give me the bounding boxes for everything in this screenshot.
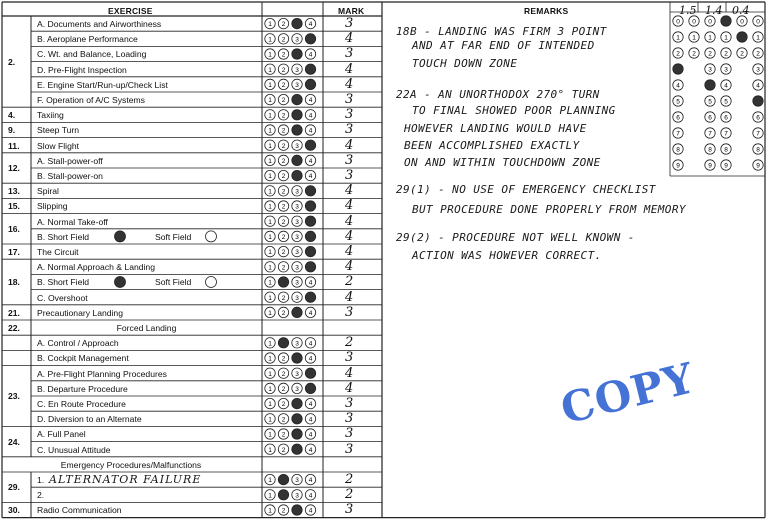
- exercise-number: 13.: [8, 186, 20, 197]
- rating-bubble-3[interactable]: [292, 18, 302, 28]
- exercise-number: 22.: [8, 323, 20, 333]
- bubble-digit: 1: [268, 158, 272, 165]
- bubble-digit: 6: [724, 114, 728, 122]
- bubble-digit: 3: [295, 279, 299, 287]
- short-field-option[interactable]: [115, 277, 126, 288]
- bubble-digit: 3: [724, 66, 728, 74]
- bubble-digit: 4: [308, 446, 313, 454]
- rating-bubble-3[interactable]: [292, 505, 302, 515]
- bubble-digit: 8: [724, 146, 728, 154]
- bubble-digit: 2: [281, 294, 286, 302]
- bubble-digit: 4: [308, 340, 313, 348]
- bubble-digit: 2: [281, 21, 286, 29]
- mark-value: 3: [345, 152, 354, 168]
- bubble-digit: 1: [268, 203, 272, 211]
- rating-bubble-3[interactable]: [292, 49, 302, 59]
- bubble-digit: 1: [268, 416, 272, 424]
- mark-value: 3: [345, 107, 354, 123]
- bubble-digit: 1: [268, 82, 272, 89]
- copy-stamp: COPY: [556, 353, 700, 434]
- rating-bubble-4[interactable]: [305, 292, 315, 302]
- bubble-digit: 4: [308, 355, 313, 363]
- bubble-digit: 1: [268, 112, 272, 120]
- rating-bubble-3[interactable]: [292, 398, 302, 408]
- bubble-digit: 4: [308, 97, 313, 105]
- bubble-digit: 4: [308, 310, 313, 317]
- section-heading: Emergency Procedures/Malfunctions: [60, 459, 202, 470]
- bubble-digit: 1: [268, 386, 272, 393]
- bubble-digit: 1: [268, 477, 272, 485]
- handwritten-exercise: ALTERNATOR FAILURE: [49, 473, 202, 486]
- exercise-label: Taxiing: [37, 110, 64, 121]
- mark-value: 4: [345, 76, 354, 92]
- exercise-label: B. Stall-power-on: [37, 171, 103, 181]
- remark-line: BEEN ACCOMPLISHED EXACTLY: [404, 139, 580, 152]
- bubble-digit: 2: [724, 50, 728, 58]
- remark-line: AND AT FAR END OF INTENDED: [412, 39, 595, 52]
- bubble-digit: 3: [295, 82, 299, 89]
- rating-bubble-4[interactable]: [305, 383, 315, 393]
- exercise-number: 21.: [8, 307, 20, 318]
- bubble-digit: 4: [676, 82, 680, 90]
- bubble-digit: 3: [295, 386, 299, 393]
- bubble-digit: 1: [268, 51, 272, 59]
- bubble-digit: 3: [295, 477, 299, 485]
- rating-bubble-3[interactable]: [292, 414, 302, 424]
- mark-value: 3: [345, 411, 354, 427]
- bubble-digit: 4: [308, 158, 313, 165]
- mark-value: 4: [345, 31, 354, 47]
- bubble-digit: 2: [281, 97, 286, 105]
- mark-value: 3: [345, 122, 354, 138]
- mark-value: 4: [345, 380, 354, 396]
- bubble-digit: 6: [756, 114, 760, 122]
- bubble-digit: 2: [281, 310, 286, 317]
- bubble-digit: 1: [268, 97, 272, 105]
- bubble-digit: 1: [268, 234, 272, 241]
- soft-field-option[interactable]: [206, 277, 217, 288]
- exercise-label: A. Pre-Flight Planning Procedures: [37, 368, 167, 379]
- exercise-number: 11.: [8, 140, 20, 151]
- exercise-label: 1.: [37, 475, 45, 485]
- bubble-digit: 1: [268, 127, 272, 135]
- bubble-digit: 6: [676, 114, 680, 122]
- rating-bubble-3[interactable]: [292, 94, 302, 104]
- rating-bubble-4[interactable]: [305, 262, 315, 272]
- section-heading: Forced Landing: [116, 323, 177, 333]
- rating-bubble-4[interactable]: [305, 216, 315, 226]
- rating-bubble-4[interactable]: [305, 368, 315, 378]
- bubble-digit: 3: [295, 142, 299, 150]
- rating-bubble-4[interactable]: [305, 34, 315, 44]
- bubble-digit: 3: [295, 203, 299, 211]
- rating-bubble-4[interactable]: [305, 231, 315, 241]
- exercise-label: Slow Flight: [37, 140, 80, 151]
- mark-value: 2: [345, 472, 354, 487]
- exercise-number: 18.: [8, 277, 20, 287]
- exercise-label: B. Cockpit Management: [37, 353, 129, 364]
- bubble-digit: 2: [676, 50, 680, 58]
- mark-value: 4: [345, 213, 354, 229]
- bubble-digit: 2: [281, 203, 286, 211]
- remark-line: ACTION WAS HOWEVER CORRECT.: [412, 249, 602, 262]
- bubble-digit: 3: [295, 370, 299, 378]
- rating-bubble-2[interactable]: [278, 277, 288, 287]
- remark-line: 22A - AN UNORTHODOX 270° TURN: [396, 88, 600, 101]
- exercise-label: E. Engine Start/Run-up/Check List: [37, 79, 168, 90]
- score-bubble-5[interactable]: [753, 96, 763, 106]
- exercise-number: 15.: [8, 201, 20, 212]
- mark-value: 3: [345, 304, 354, 320]
- soft-field-option[interactable]: [206, 231, 217, 242]
- rating-bubble-3[interactable]: [292, 125, 302, 135]
- score-bubble-0[interactable]: [721, 16, 731, 26]
- exercise-label: A. Normal Approach & Landing: [37, 262, 155, 273]
- exercise-number: 16.: [8, 223, 20, 234]
- mark-value: 4: [345, 228, 354, 244]
- exercise-number: 23.: [8, 391, 20, 401]
- bubble-digit: 1: [268, 218, 272, 226]
- bubble-digit: 2: [281, 446, 286, 454]
- bubble-digit: 1: [268, 36, 272, 44]
- bubble-digit: 1: [268, 492, 272, 500]
- score-value-2: 1.4: [705, 4, 723, 17]
- exercise-label: C. En Route Procedure: [37, 399, 126, 409]
- bubble-digit: 4: [308, 401, 313, 409]
- score-value-1: 1.5: [679, 4, 697, 17]
- bubble-digit: 2: [281, 142, 286, 150]
- exercise-label: C. Wt. and Balance, Loading: [37, 49, 147, 60]
- bubble-digit: 3: [295, 294, 299, 302]
- bubble-digit: 1: [268, 446, 272, 454]
- mark-value: 3: [345, 350, 354, 366]
- bubble-digit: 9: [756, 162, 760, 170]
- rating-bubble-4[interactable]: [305, 201, 315, 211]
- exercise-number: 9.: [8, 125, 16, 136]
- exercise-label: B. Short Field: [37, 277, 90, 288]
- bubble-digit: 4: [308, 431, 313, 439]
- bubble-digit: 2: [281, 249, 286, 257]
- remark-line: BUT PROCEDURE DONE PROPERLY FROM MEMORY: [412, 203, 686, 216]
- bubble-digit: 3: [295, 234, 299, 241]
- bubble-digit: 4: [308, 112, 313, 120]
- rating-bubble-3[interactable]: [292, 353, 302, 363]
- bubble-digit: 2: [281, 264, 286, 272]
- bubble-digit: 7: [676, 130, 680, 138]
- score-bubble-1[interactable]: [737, 32, 747, 42]
- bubble-digit: 3: [295, 340, 299, 348]
- bubble-digit: 2: [281, 386, 286, 393]
- bubble-digit: 1: [268, 264, 272, 272]
- exercise-label: A. Documents and Airworthiness: [37, 19, 162, 29]
- mark-value: 4: [345, 289, 354, 305]
- bubble-digit: 1: [268, 188, 272, 196]
- mark-value: 3: [345, 502, 354, 518]
- mark-value: 4: [345, 61, 354, 77]
- mark-value: 3: [345, 92, 354, 107]
- bubble-digit: 2: [281, 370, 286, 378]
- score-bubble-4[interactable]: [705, 80, 715, 90]
- bubble-digit: 3: [295, 36, 299, 44]
- exercise-number: 24.: [8, 436, 20, 447]
- bubble-digit: 1: [268, 507, 272, 515]
- bubble-digit: 1: [268, 310, 272, 317]
- bubble-digit: 0: [756, 18, 760, 26]
- mark-value: 2: [345, 487, 354, 503]
- rating-bubble-4[interactable]: [305, 79, 315, 89]
- bubble-digit: 1: [268, 294, 272, 302]
- bubble-digit: 4: [756, 82, 760, 90]
- bubble-digit: 1: [268, 66, 272, 74]
- exercise-label: B. Short Field: [37, 231, 90, 242]
- bubble-digit: 7: [724, 130, 728, 138]
- remarks-header: REMARKS: [524, 6, 569, 16]
- bubble-digit: 4: [308, 51, 313, 59]
- bubble-digit: 0: [676, 18, 680, 26]
- mark-value: 4: [345, 259, 354, 275]
- soft-field-label: Soft Field: [155, 231, 192, 242]
- score-bubble-3[interactable]: [673, 64, 683, 74]
- bubble-digit: 1: [692, 34, 696, 42]
- rating-bubble-3[interactable]: [292, 307, 302, 317]
- bubble-digit: 1: [268, 370, 272, 378]
- rating-bubble-3[interactable]: [292, 110, 302, 120]
- bubble-digit: 1: [724, 34, 728, 42]
- bubble-digit: 2: [281, 82, 286, 89]
- exercise-number: 30.: [8, 505, 20, 516]
- bubble-digit: 3: [295, 264, 299, 272]
- exercise-number: 12.: [8, 163, 20, 173]
- mark-value: 2: [345, 274, 354, 290]
- bubble-digit: 2: [281, 66, 286, 74]
- remark-line: HOWEVER LANDING WOULD HAVE: [404, 122, 587, 135]
- bubble-digit: 2: [281, 401, 286, 409]
- bubble-digit: 2: [756, 50, 760, 58]
- bubble-digit: 2: [281, 127, 286, 135]
- mark-value: 4: [345, 137, 354, 153]
- bubble-digit: 2: [281, 431, 286, 439]
- mark-value: 3: [345, 168, 354, 183]
- bubble-digit: 2: [692, 50, 696, 58]
- bubble-digit: 4: [308, 477, 313, 485]
- exercise-label: A. Stall-power-off: [37, 155, 103, 166]
- bubble-digit: 4: [724, 82, 728, 90]
- mark-value: 3: [345, 426, 354, 442]
- bubble-digit: 2: [281, 36, 286, 44]
- bubble-digit: 5: [724, 98, 728, 106]
- bubble-digit: 2: [281, 173, 286, 181]
- exercise-label: C. Overshoot: [37, 292, 88, 303]
- bubble-digit: 3: [295, 218, 299, 226]
- mark-value: 3: [345, 46, 354, 62]
- bubble-digit: 4: [308, 492, 313, 500]
- rating-bubble-3[interactable]: [292, 429, 302, 439]
- rating-bubble-3[interactable]: [292, 170, 302, 180]
- exercise-label: Steep Turn: [37, 125, 80, 136]
- bubble-digit: 2: [281, 355, 286, 363]
- remark-line: 29(1) - NO USE OF EMERGENCY CHECKLIST: [396, 183, 656, 196]
- bubble-digit: 4: [308, 279, 313, 287]
- bubble-digit: 2: [281, 188, 286, 196]
- mark-header: MARK: [338, 6, 365, 16]
- bubble-digit: 2: [708, 50, 712, 58]
- bubble-digit: 1: [756, 34, 760, 42]
- bubble-digit: 3: [756, 66, 760, 74]
- bubble-digit: 1: [268, 173, 272, 181]
- rating-bubble-2[interactable]: [278, 490, 288, 500]
- bubble-digit: 1: [268, 142, 272, 150]
- mark-value: 3: [345, 441, 354, 457]
- bubble-digit: 1: [268, 249, 272, 257]
- bubble-digit: 4: [308, 127, 313, 135]
- exercise-label: A. Control / Approach: [37, 338, 119, 349]
- soft-field-label: Soft Field: [155, 277, 192, 288]
- bubble-digit: 8: [676, 146, 680, 154]
- rating-bubble-2[interactable]: [278, 474, 288, 484]
- score-value-3: 0.4: [732, 4, 750, 17]
- bubble-digit: 7: [708, 130, 712, 138]
- bubble-digit: 6: [708, 114, 712, 122]
- bubble-digit: 3: [295, 188, 299, 196]
- exercise-header: EXERCISE: [108, 6, 153, 16]
- bubble-digit: 4: [308, 507, 313, 515]
- bubble-digit: 2: [281, 112, 286, 120]
- bubble-digit: 3: [295, 66, 299, 74]
- exercise-label: Spiral: [37, 186, 59, 197]
- bubble-digit: 2: [281, 234, 286, 241]
- exercise-label: D. Pre-Flight Inspection: [37, 64, 127, 75]
- bubble-digit: 1: [268, 279, 272, 287]
- exercise-label: Radio Communication: [37, 505, 122, 516]
- exercise-number: 17.: [8, 247, 20, 257]
- bubble-digit: 8: [708, 146, 712, 154]
- bubble-digit: 4: [308, 416, 313, 424]
- rating-bubble-2[interactable]: [278, 338, 288, 348]
- exercise-number: 4.: [8, 110, 16, 121]
- exercise-label: The Circuit: [37, 247, 79, 257]
- bubble-digit: 2: [281, 158, 286, 165]
- bubble-digit: 2: [281, 218, 286, 226]
- rating-bubble-4[interactable]: [305, 64, 315, 74]
- bubble-digit: 2: [281, 51, 286, 59]
- bubble-digit: 0: [708, 18, 712, 26]
- mark-value: 4: [345, 183, 354, 199]
- rating-bubble-4[interactable]: [305, 140, 315, 150]
- exercise-label: Precautionary Landing: [37, 307, 123, 318]
- remark-line: TOUCH DOWN ZONE: [412, 57, 518, 70]
- mark-value: 4: [345, 244, 354, 259]
- remark-line: 29(2) - PROCEDURE NOT WELL KNOWN -: [396, 231, 635, 244]
- exercise-label: D. Diversion to an Alternate: [37, 414, 142, 425]
- exercise-number: 2.: [8, 56, 16, 67]
- exercise-label: 2.: [37, 490, 45, 501]
- bubble-digit: 9: [708, 162, 712, 170]
- rating-bubble-4[interactable]: [305, 186, 315, 196]
- exercise-number: 29.: [8, 482, 20, 493]
- bubble-digit: 3: [708, 66, 712, 74]
- exercise-label: A. Normal Take-off: [37, 216, 108, 227]
- bubble-digit: 1: [268, 431, 272, 439]
- mark-value: 2: [345, 335, 354, 351]
- mark-value: 4: [345, 198, 354, 214]
- exercise-label: C. Unusual Attitude: [37, 444, 111, 455]
- rating-bubble-4[interactable]: [305, 246, 315, 256]
- remark-line: 18B - LANDING WAS FIRM 3 POINT: [396, 25, 607, 38]
- exercise-label: Slipping: [37, 201, 68, 212]
- mark-value: 3: [345, 16, 354, 31]
- bubble-digit: 5: [676, 98, 680, 106]
- bubble-digit: 0: [740, 18, 744, 26]
- bubble-digit: 3: [295, 492, 299, 500]
- remark-line: TO FINAL SHOWED POOR PLANNING: [412, 104, 616, 117]
- bubble-digit: 2: [281, 416, 286, 424]
- bubble-digit: 1: [676, 34, 680, 42]
- exercise-label: B. Departure Procedure: [37, 383, 128, 394]
- bubble-digit: 0: [692, 18, 696, 26]
- bubble-digit: 4: [308, 21, 313, 29]
- bubble-digit: 1: [708, 34, 712, 42]
- bubble-digit: 1: [268, 340, 272, 348]
- exercise-label: B. Aeroplane Performance: [37, 34, 138, 45]
- bubble-digit: 5: [708, 98, 712, 106]
- bubble-digit: 9: [724, 162, 728, 170]
- bubble-digit: 7: [756, 130, 760, 138]
- mark-value: 3: [345, 396, 354, 411]
- bubble-digit: 2: [740, 50, 744, 58]
- bubble-digit: 1: [268, 21, 272, 29]
- mark-value: 4: [345, 365, 354, 381]
- bubble-digit: 1: [268, 401, 272, 409]
- bubble-digit: 4: [308, 173, 313, 181]
- bubble-digit: 9: [676, 162, 680, 170]
- exercise-label: A. Full Panel: [37, 429, 86, 440]
- bubble-digit: 3: [295, 249, 299, 257]
- rating-bubble-3[interactable]: [292, 444, 302, 454]
- bubble-digit: 1: [268, 355, 272, 363]
- bubble-digit: 2: [281, 507, 286, 515]
- short-field-option[interactable]: [115, 231, 126, 242]
- bubble-digit: 8: [756, 146, 760, 154]
- exercise-label: F. Operation of A/C Systems: [37, 95, 145, 105]
- remark-line: ON AND WITHIN TOUCHDOWN ZONE: [404, 156, 601, 169]
- rating-bubble-3[interactable]: [292, 155, 302, 165]
